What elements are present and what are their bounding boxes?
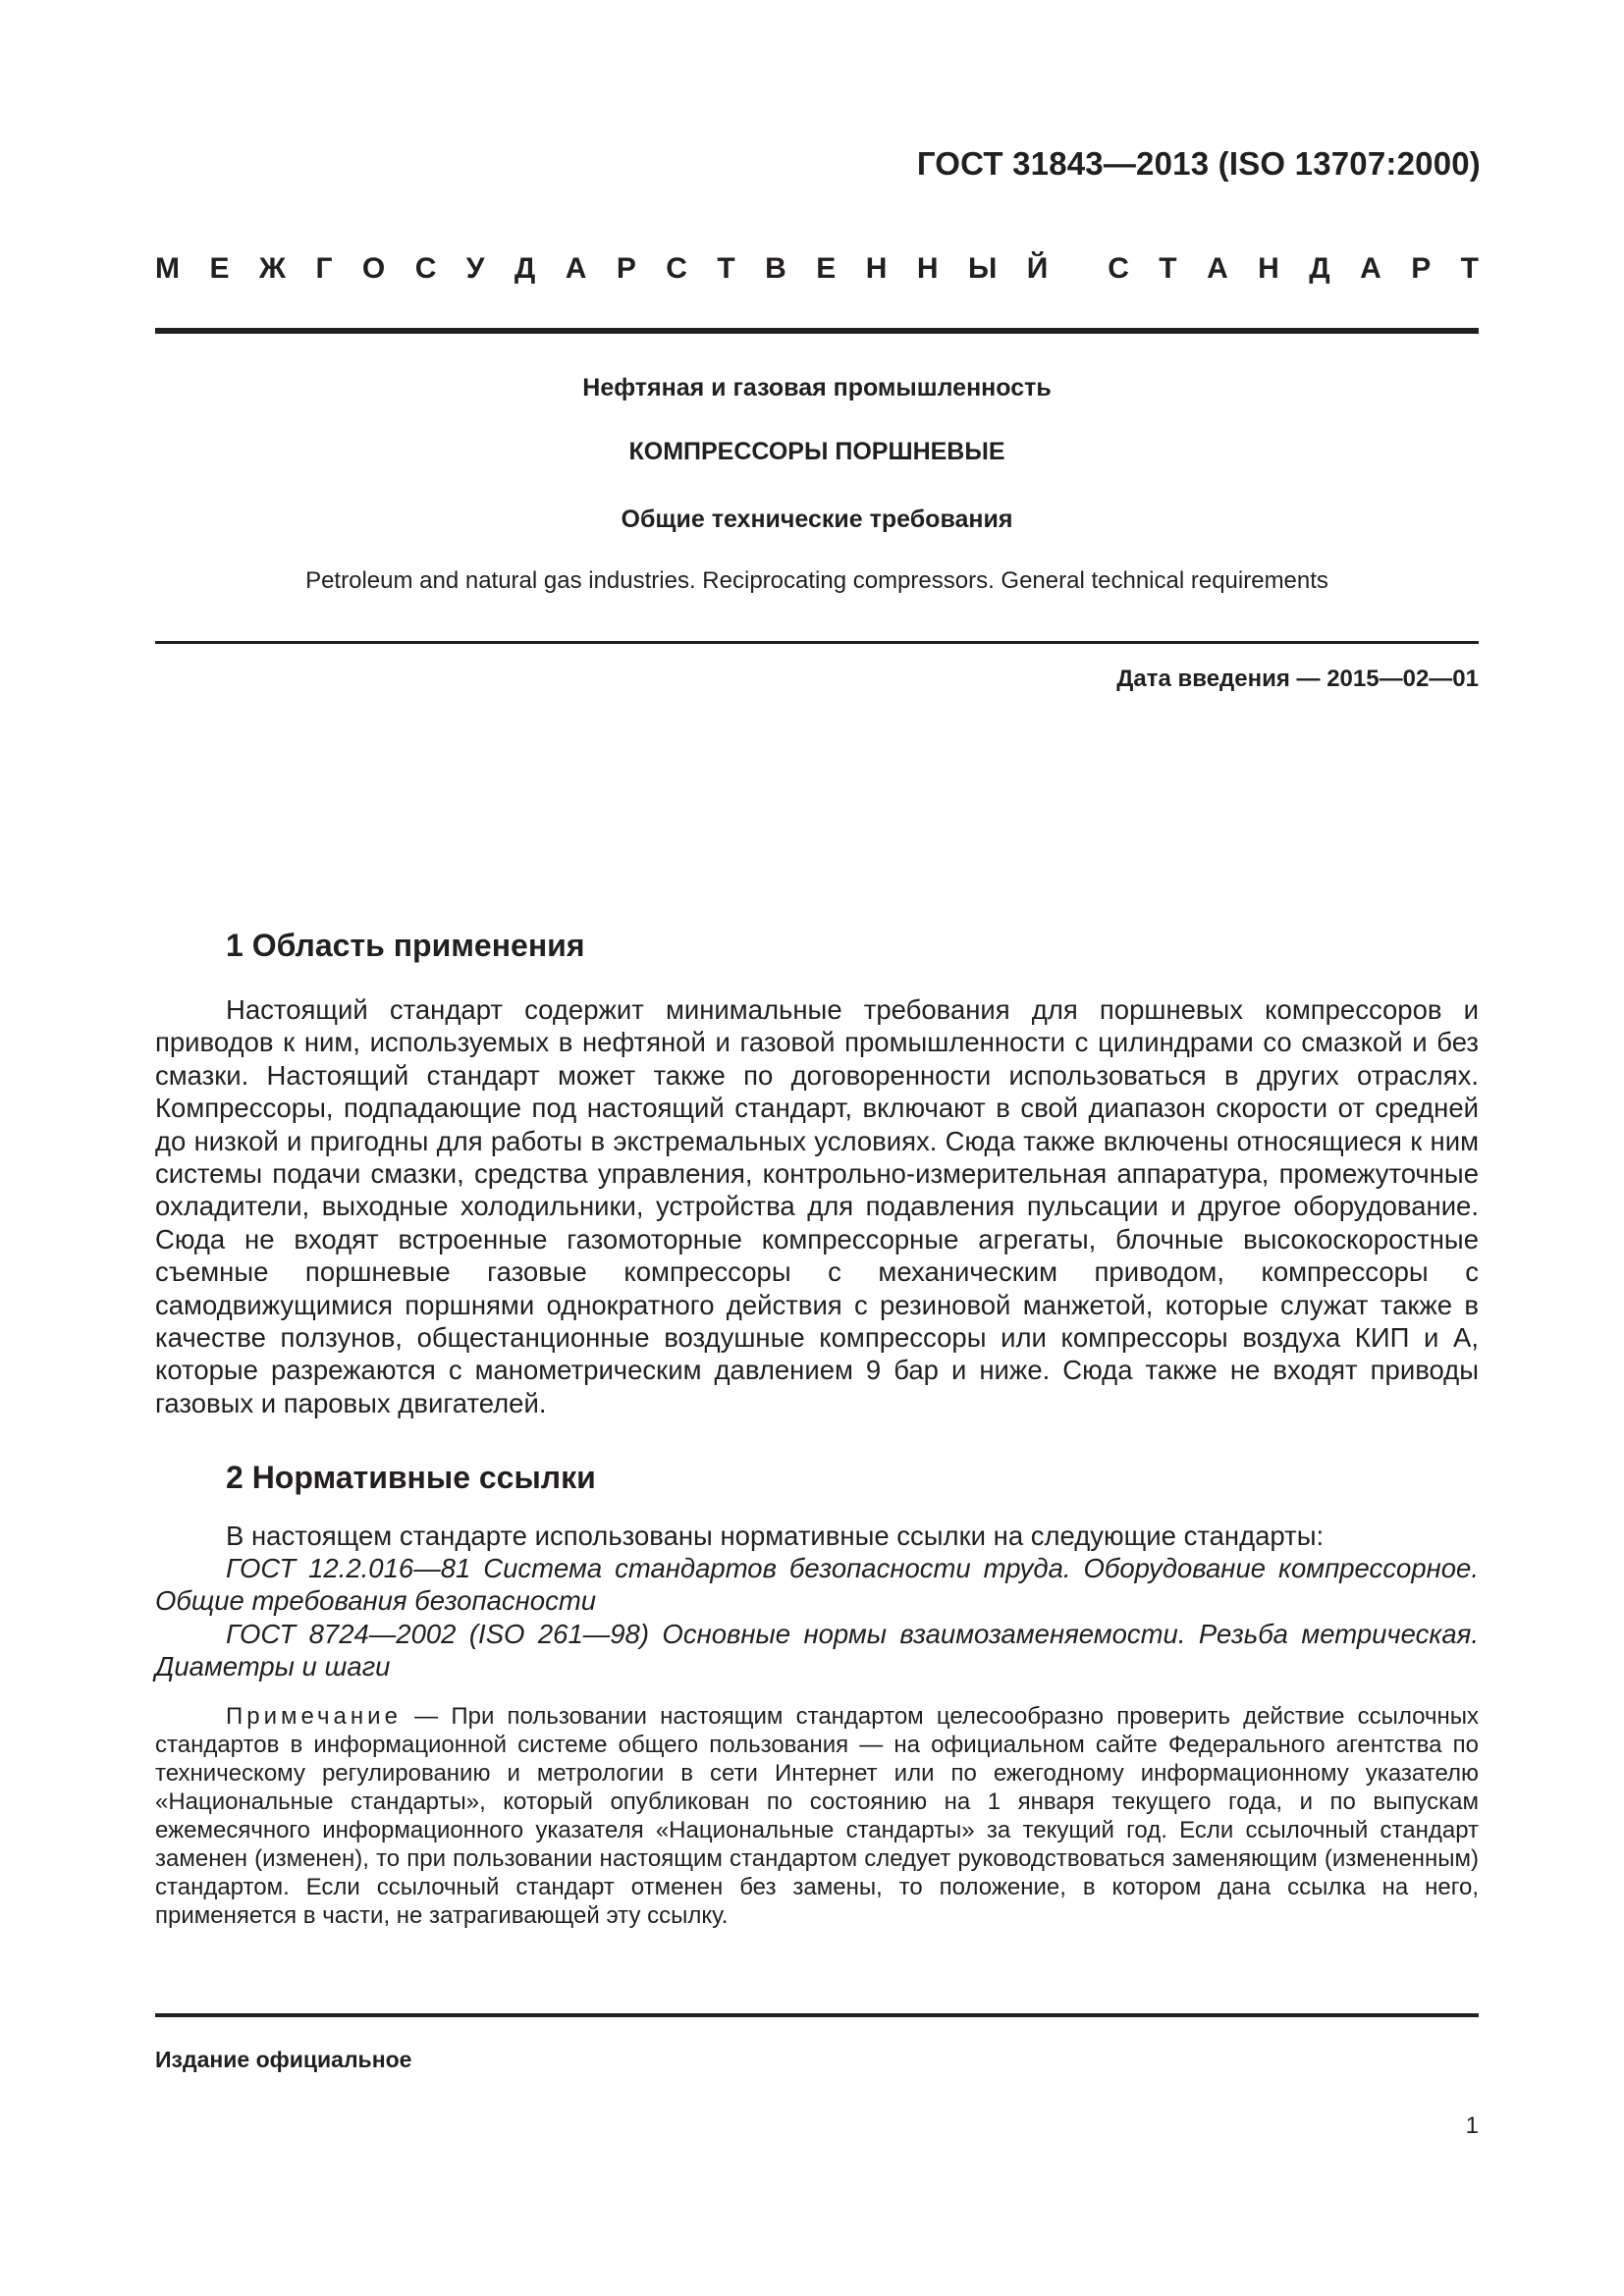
title-industry: Нефтяная и газовая промышленность xyxy=(582,374,1052,401)
banner-letter: Р xyxy=(1411,252,1432,285)
page-number: 1 xyxy=(1465,2112,1479,2139)
banner-letter: У xyxy=(465,252,485,285)
footer-divider xyxy=(155,2013,1479,2017)
note-label: Примечание xyxy=(226,1703,402,1730)
official-edition-label: Издание официальное xyxy=(155,2047,412,2072)
banner-letter: Е xyxy=(816,252,837,285)
reference-item: ГОСТ 12.2.016—81 Система стандартов безопасности труда. Оборудование компрессорное. Общие требования безопасности xyxy=(155,1553,1479,1617)
section-2-intro: В настоящем стандарте использованы нормативные ссылки на следующие стандарты: xyxy=(226,1521,1325,1551)
banner-letter: Й xyxy=(1026,252,1049,285)
banner-letter: А xyxy=(565,252,587,285)
banner-letter: О xyxy=(361,252,386,285)
title-main: КОМПРЕССОРЫ ПОРШНЕВЫЕ xyxy=(628,438,1005,465)
banner-letter: С xyxy=(666,252,687,285)
banner-letter: Н xyxy=(1258,252,1279,285)
banner-letter: Р xyxy=(616,252,636,285)
banner-letter: Д xyxy=(514,252,536,285)
note-block xyxy=(155,1702,1479,1930)
banner-letter: В xyxy=(765,252,786,285)
banner-letter: Н xyxy=(916,252,939,285)
banner-letter: А xyxy=(1360,252,1381,285)
banner-letter: А xyxy=(1207,252,1228,285)
standard-type-banner xyxy=(155,249,1479,289)
section-1-paragraph: Настоящий стандарт содержит минимальные требования для поршневых компрессоров и приводов к ним, используемых в нефтяной и газовой промышленности с цилиндрами со смазкой и без смазки. Настоящий стандарт может также по договоренности использоваться в других отраслях. Компрессоры, подпадающие под настоящий стандарт, включают в свой диапазон скорости от средней до низкой и пригодны для работы в экстремальных условиях. Сюда также включены относящиеся к ним системы подачи смазки, средства управления, контрольно-измерительная аппаратура, промежуточные охладители, выходные холодильники, устройства для подавления пульсации и другое оборудование. Сюда не входят встроенные газомоторные компрессорные агрегаты, блочные высокоскоростные съемные поршневые газовые компрессоры с механическим приводом, компрессоры с самодвижущимися поршнями однократного действия с резиновой манжетой, которые служат также в качестве ползунов, общестанционные воздушные компрессоры или компрессоры воздуха КИП и А, которые разрежаются с манометрическим давлением 9 бар и ниже. Сюда также не входят приводы газовых и паровых двигателей. xyxy=(155,994,1479,1418)
document-number: ГОСТ 31843—2013 (ISO 13707:2000) xyxy=(916,145,1481,182)
note-text: — При пользовании настоящим стандартом целесообразно проверить действие ссылочных стандартов в информационной системе общего пользования — на официальном сайте Федерального агентства по техническому регулированию и метрологии в сети Интернет или по ежегодному информационному указателю «Национальные стандарты», который опубликован по состоянию на 1 января текущего года, и по выпускам ежемесячного информационного указателя «Национальные стандарты» за текущий год. Если ссылочный стандарт заменен (изменен), то при пользовании настоящим стандартом следует руководствоваться заменяющим (измененным) стандартом. Если ссылочный стандарт отменен без замены, то положение, в котором дана ссылка на него, применяется в части, не затрагивающей эту ссылку. xyxy=(155,1703,1479,1929)
banner-letter: М xyxy=(155,252,180,285)
banner-letter: Т xyxy=(1460,252,1479,285)
reference-item: ГОСТ 8724—2002 (ISO 261—98) Основные нормы взаимозаменяемости. Резьба метрическая. Диаметры и шаги xyxy=(155,1619,1479,1682)
banner-letter: Г xyxy=(315,252,333,285)
banner-letter: Ы xyxy=(967,252,998,285)
title-subtitle: Общие технические требования xyxy=(621,506,1013,533)
section-1-heading: 1 Область применения xyxy=(226,928,585,963)
banner-letter: Д xyxy=(1309,252,1330,285)
banner-letter: Н xyxy=(865,252,888,285)
banner-letter: Т xyxy=(1159,252,1177,285)
header-divider xyxy=(155,328,1479,334)
banner-letter: С xyxy=(414,252,437,285)
banner-letter: Е xyxy=(209,252,230,285)
banner-letter: С xyxy=(1108,252,1129,285)
section-2-heading: 2 Нормативные ссылки xyxy=(226,1460,596,1495)
introduction-date: Дата введения — 2015—02—01 xyxy=(1116,666,1479,692)
banner-letter: Т xyxy=(717,252,735,285)
title-english: Petroleum and natural gas industries. Reciprocating compressors. General technical requirements xyxy=(305,567,1328,594)
title-divider xyxy=(155,641,1479,644)
banner-letter: Ж xyxy=(258,252,287,285)
